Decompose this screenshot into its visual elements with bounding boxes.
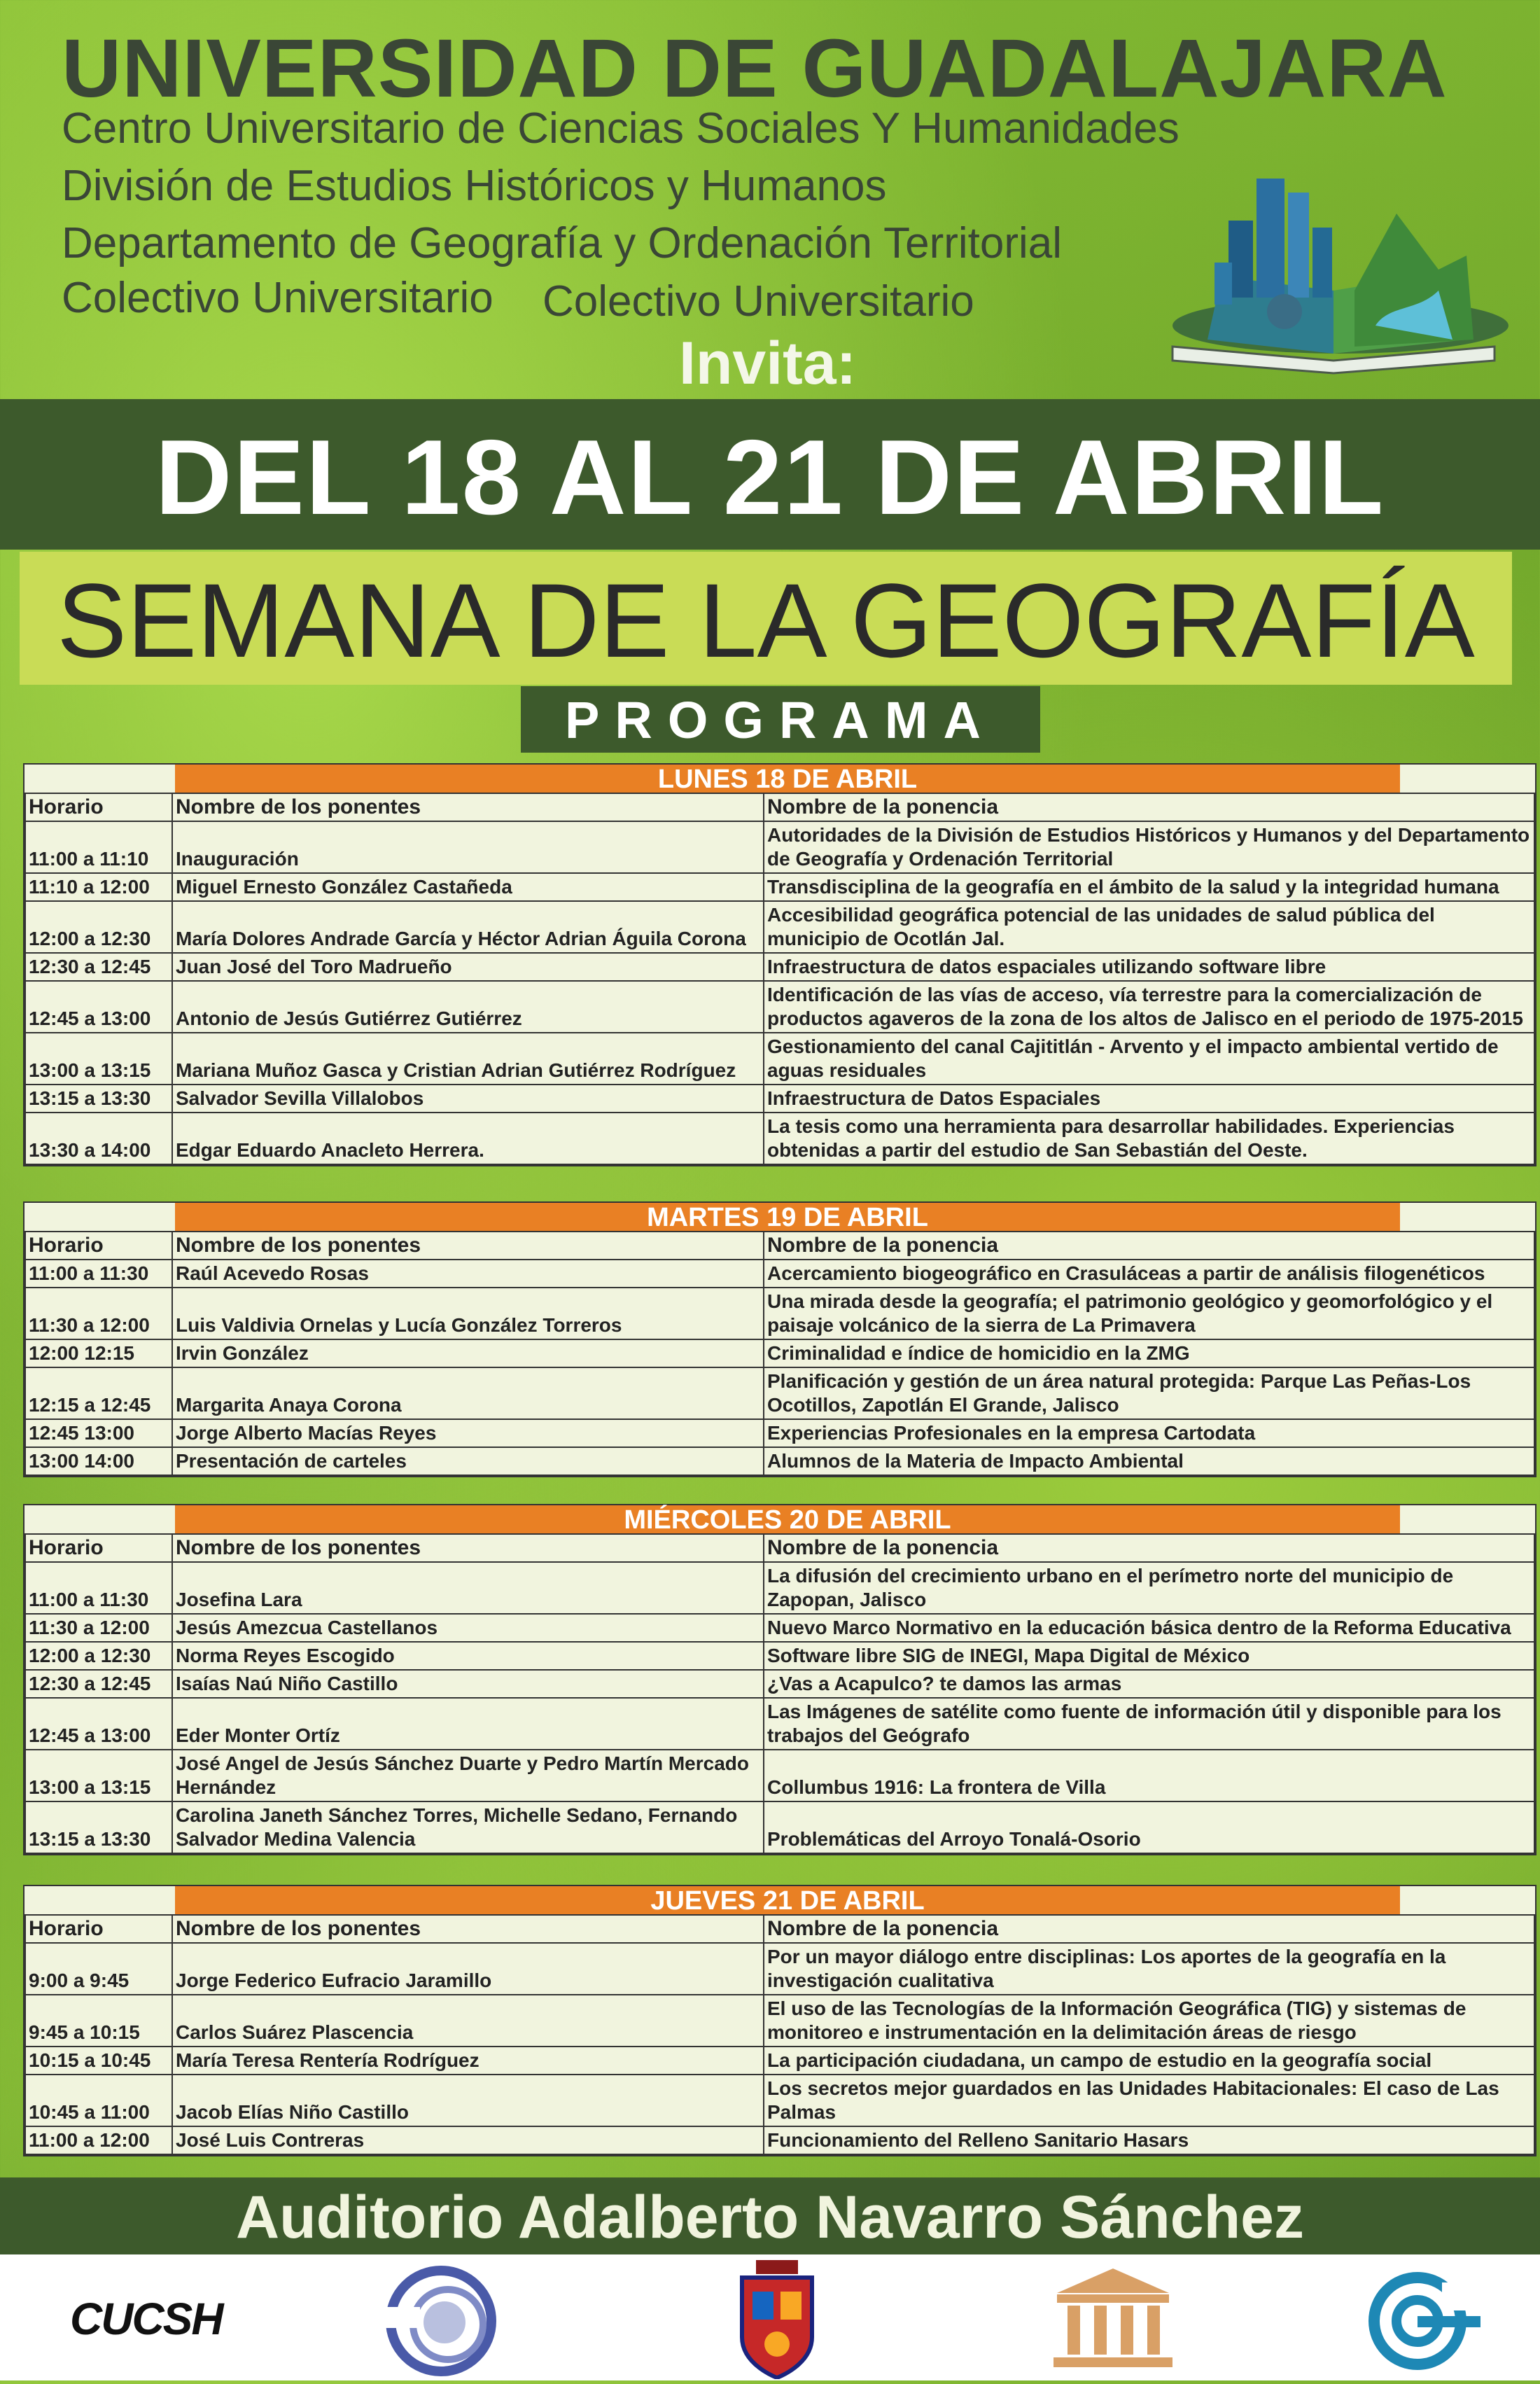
table-row <box>25 1614 1534 1642</box>
collective-name: Colectivo Universitario <box>62 274 493 322</box>
speaker-cell: Jorge Alberto Macías Reyes <box>172 1419 764 1447</box>
table-row <box>25 1288 1534 1339</box>
speaker-cell: Jorge Federico Eufracio Jaramillo <box>172 1943 764 1995</box>
day-header <box>24 1203 1535 1231</box>
time-cell: 12:45 13:00 <box>25 1419 172 1447</box>
talk-cell: Software libre SIG de INEGI, Mapa Digital de México <box>764 1642 1534 1670</box>
time-cell: 11:00 a 12:00 <box>25 2126 172 2154</box>
time-cell: 12:00 12:15 <box>25 1339 172 1367</box>
table-row <box>25 873 1534 901</box>
speaker-cell: Carolina Janeth Sánchez Torres, Michelle Sedano, Fernando Salvador Medina Valencia <box>172 1801 764 1853</box>
table-row <box>25 1367 1534 1419</box>
day-header <box>24 1886 1535 1914</box>
day-title: MIÉRCOLES 20 DE ABRIL <box>175 1505 1400 1533</box>
time-cell: 11:00 a 11:30 <box>25 1260 172 1288</box>
cucsh-logo: CUCSH <box>70 2294 223 2344</box>
venue-name: Auditorio Adalberto Navarro Sánchez <box>236 2184 1304 2251</box>
column-header-time: Horario <box>25 1915 172 1943</box>
table-row <box>25 981 1534 1033</box>
event-dates: DEL 18 AL 21 DE ABRIL <box>155 418 1385 537</box>
talk-cell: La tesis como una herramienta para desarrollar habilidades. Experiencias obtenidas a partir del estudio de San Sebastián del Oeste. <box>764 1113 1534 1164</box>
talk-cell: El uso de las Tecnologías de la Información Geográfica (TIG) y sistemas de monitoreo e instrumentación en la delimitación áreas de riesgo <box>764 1995 1534 2047</box>
column-header-speakers: Nombre de los ponentes <box>172 1915 764 1943</box>
table-row <box>25 2075 1534 2126</box>
schedule-day-thursday <box>23 1885 1536 2156</box>
table-row <box>25 2126 1534 2154</box>
time-cell: 13:30 a 14:00 <box>25 1113 172 1164</box>
talk-cell: Gestionamiento del canal Cajititlán - Arvento y el impacto ambiental vertido de aguas residuales <box>764 1033 1534 1085</box>
speaker-cell: Edgar Eduardo Anacleto Herrera. <box>172 1113 764 1164</box>
speaker-cell: Inauguración <box>172 821 764 873</box>
speaker-cell: Miguel Ernesto González Castañeda <box>172 873 764 901</box>
table-row <box>25 1670 1534 1698</box>
column-header-talk: Nombre de la ponencia <box>764 1915 1534 1943</box>
talk-cell: Funcionamiento del Relleno Sanitario Hasars <box>764 2126 1534 2154</box>
table-row <box>25 1801 1534 1853</box>
table-header-row <box>25 1232 1534 1260</box>
building-columns-icon <box>1050 2265 1176 2370</box>
schedule-table <box>24 1231 1535 1476</box>
table-row <box>25 2047 1534 2075</box>
table-row <box>25 1995 1534 2047</box>
speaker-cell: Carlos Suárez Plascencia <box>172 1995 764 2047</box>
table-row <box>25 1033 1534 1085</box>
talk-cell: La participación ciudadana, un campo de estudio en la geografía social <box>764 2047 1534 2075</box>
talk-cell: Los secretos mejor guardados en las Unidades Habitacionales: El caso de Las Palmas <box>764 2075 1534 2126</box>
center-name: Centro Universitario de Ciencias Sociales Y Humanidades <box>62 104 1180 153</box>
speaker-cell: Presentación de carteles <box>172 1447 764 1475</box>
time-cell: 11:00 a 11:10 <box>25 821 172 873</box>
column-header-speakers: Nombre de los ponentes <box>172 793 764 821</box>
day-title: JUEVES 21 DE ABRIL <box>175 1886 1400 1914</box>
table-row <box>25 1447 1534 1475</box>
table-row <box>25 1339 1534 1367</box>
day-title: MARTES 19 DE ABRIL <box>175 1203 1400 1231</box>
table-row <box>25 1562 1534 1614</box>
time-cell: 9:45 a 10:15 <box>25 1995 172 2047</box>
speaker-cell: Luis Valdivia Ornelas y Lucía González Torreros <box>172 1288 764 1339</box>
table-row <box>25 1698 1534 1750</box>
talk-cell: Infraestructura de datos espaciales utilizando software libre <box>764 953 1534 981</box>
table-header-row <box>25 1915 1534 1943</box>
swirl-logo <box>1365 2268 1484 2373</box>
time-cell: 11:00 a 11:30 <box>25 1562 172 1614</box>
schedule-day-monday <box>23 763 1536 1166</box>
talk-cell: Accesibilidad geográfica potencial de las unidades de salud pública del municipio de Ocotlán Jal. <box>764 901 1534 953</box>
day-header <box>24 1505 1535 1533</box>
column-header-talk: Nombre de la ponencia <box>764 1534 1534 1562</box>
speaker-cell: Raúl Acevedo Rosas <box>172 1260 764 1288</box>
talk-cell: Autoridades de la División de Estudios Históricos y Humanos y del Departamento de Geografía y Ordenación Territorial <box>764 821 1534 873</box>
speaker-cell: María Dolores Andrade García y Héctor Adrian Águila Corona <box>172 901 764 953</box>
talk-cell: Problemáticas del Arroyo Tonalá-Osorio <box>764 1801 1534 1853</box>
university-title: UNIVERSIDAD DE GUADALAJARA <box>62 22 1448 115</box>
talk-cell: Alumnos de la Materia de Impacto Ambiental <box>764 1447 1534 1475</box>
time-cell: 12:00 a 12:30 <box>25 901 172 953</box>
speaker-cell: Antonio de Jesús Gutiérrez Gutiérrez <box>172 981 764 1033</box>
table-row <box>25 901 1534 953</box>
table-row <box>25 1750 1534 1801</box>
speaker-cell: María Teresa Rentería Rodríguez <box>172 2047 764 2075</box>
speaker-cell: Juan José del Toro Madrueño <box>172 953 764 981</box>
time-cell: 13:00 a 13:15 <box>25 1033 172 1085</box>
talk-cell: Infraestructura de Datos Espaciales <box>764 1085 1534 1113</box>
city-book-illustration <box>1144 151 1522 375</box>
time-cell: 12:00 a 12:30 <box>25 1642 172 1670</box>
schedule-day-tuesday <box>23 1201 1536 1477</box>
speaker-cell: Isaías Naú Niño Castillo <box>172 1670 764 1698</box>
column-header-talk: Nombre de la ponencia <box>764 1232 1534 1260</box>
division-name: División de Estudios Históricos y Humanos <box>62 162 887 210</box>
time-cell: 13:15 a 13:30 <box>25 1801 172 1853</box>
speaker-cell: Eder Monter Ortíz <box>172 1698 764 1750</box>
day-header <box>24 765 1535 793</box>
speaker-cell: Jacob Elías Niño Castillo <box>172 2075 764 2126</box>
talk-cell: La difusión del crecimiento urbano en el perímetro norte del municipio de Zapopan, Jalisco <box>764 1562 1534 1614</box>
day-title: LUNES 18 DE ABRIL <box>175 765 1400 793</box>
udg-coat-of-arms-icon <box>735 2260 819 2379</box>
speaker-cell: Josefina Lara <box>172 1562 764 1614</box>
time-cell: 10:15 a 10:45 <box>25 2047 172 2075</box>
table-header-row <box>25 793 1534 821</box>
collective-name-2: Colectivo Universitario <box>542 277 974 326</box>
time-cell: 10:45 a 11:00 <box>25 2075 172 2126</box>
time-cell: 12:30 a 12:45 <box>25 953 172 981</box>
talk-cell: ¿Vas a Acapulco? te damos las armas <box>764 1670 1534 1698</box>
speaker-cell: Jesús Amezcua Castellanos <box>172 1614 764 1642</box>
column-header-time: Horario <box>25 793 172 821</box>
column-header-time: Horario <box>25 1534 172 1562</box>
talk-cell: Identificación de las vías de acceso, vía terrestre para la comercialización de productos agaveros de la zona de los altos de Jalisco en el periodo de 1975-2015 <box>764 981 1534 1033</box>
table-row <box>25 953 1534 981</box>
time-cell: 12:45 a 13:00 <box>25 1698 172 1750</box>
talk-cell: Collumbus 1916: La frontera de Villa <box>764 1750 1534 1801</box>
schedule-table <box>24 1533 1535 1854</box>
talk-cell: Acercamiento biogeográfico en Crasuláceas a partir de análisis filogenéticos <box>764 1260 1534 1288</box>
schedule-table <box>24 1914 1535 2155</box>
table-row <box>25 821 1534 873</box>
time-cell: 11:10 a 12:00 <box>25 873 172 901</box>
talk-cell: Una mirada desde la geografía; el patrimonio geológico y geomorfológico y el paisaje volcánico de la sierra de La Primavera <box>764 1288 1534 1339</box>
program-heading: PROGRAMA <box>565 691 996 749</box>
table-row <box>25 1113 1534 1164</box>
table-row <box>25 1419 1534 1447</box>
schedule-table <box>24 793 1535 1165</box>
speaker-cell: Norma Reyes Escogido <box>172 1642 764 1670</box>
table-row <box>25 1085 1534 1113</box>
column-header-speakers: Nombre de los ponentes <box>172 1232 764 1260</box>
time-cell: 11:30 a 12:00 <box>25 1288 172 1339</box>
speaker-cell: Mariana Muñoz Gasca y Cristian Adrian Gutiérrez Rodríguez <box>172 1033 764 1085</box>
speaker-cell: Irvin González <box>172 1339 764 1367</box>
talk-cell: Experiencias Profesionales en la empresa Cartodata <box>764 1419 1534 1447</box>
talk-cell: Planificación y gestión de un área natural protegida: Parque Las Peñas-Los Ocotillos, Zapotlán El Grande, Jalisco <box>764 1367 1534 1419</box>
column-header-time: Horario <box>25 1232 172 1260</box>
spiral-globe-logo <box>378 2258 504 2384</box>
speaker-cell: Salvador Sevilla Villalobos <box>172 1085 764 1113</box>
talk-cell: Transdisciplina de la geografía en el ámbito de la salud y la integridad humana <box>764 873 1534 901</box>
column-header-talk: Nombre de la ponencia <box>764 793 1534 821</box>
invitation-label: Invita: <box>679 330 857 397</box>
talk-cell: Nuevo Marco Normativo en la educación básica dentro de la Reforma Educativa <box>764 1614 1534 1642</box>
speaker-cell: Margarita Anaya Corona <box>172 1367 764 1419</box>
talk-cell: Criminalidad e índice de homicidio en la ZMG <box>764 1339 1534 1367</box>
table-header-row <box>25 1534 1534 1562</box>
speaker-cell: José Angel de Jesús Sánchez Duarte y Pedro Martín Mercado Hernández <box>172 1750 764 1801</box>
time-cell: 12:15 a 12:45 <box>25 1367 172 1419</box>
time-cell: 12:45 a 13:00 <box>25 981 172 1033</box>
time-cell: 13:00 14:00 <box>25 1447 172 1475</box>
speaker-cell: José Luis Contreras <box>172 2126 764 2154</box>
schedule-day-wednesday <box>23 1504 1536 1855</box>
table-row <box>25 1260 1534 1288</box>
time-cell: 12:30 a 12:45 <box>25 1670 172 1698</box>
time-cell: 13:00 a 13:15 <box>25 1750 172 1801</box>
talk-cell: Por un mayor diálogo entre disciplinas: Los aportes de la geografía en la investigación cualitativa <box>764 1943 1534 1995</box>
time-cell: 11:30 a 12:00 <box>25 1614 172 1642</box>
table-row <box>25 1642 1534 1670</box>
department-name: Departamento de Geografía y Ordenación Territorial <box>62 219 1063 267</box>
time-cell: 9:00 a 9:45 <box>25 1943 172 1995</box>
event-title: SEMANA DE LA GEOGRAFÍA <box>57 562 1475 679</box>
talk-cell: Las Imágenes de satélite como fuente de información útil y disponible para los trabajos del Geógrafo <box>764 1698 1534 1750</box>
column-header-speakers: Nombre de los ponentes <box>172 1534 764 1562</box>
time-cell: 13:15 a 13:30 <box>25 1085 172 1113</box>
table-row <box>25 1943 1534 1995</box>
